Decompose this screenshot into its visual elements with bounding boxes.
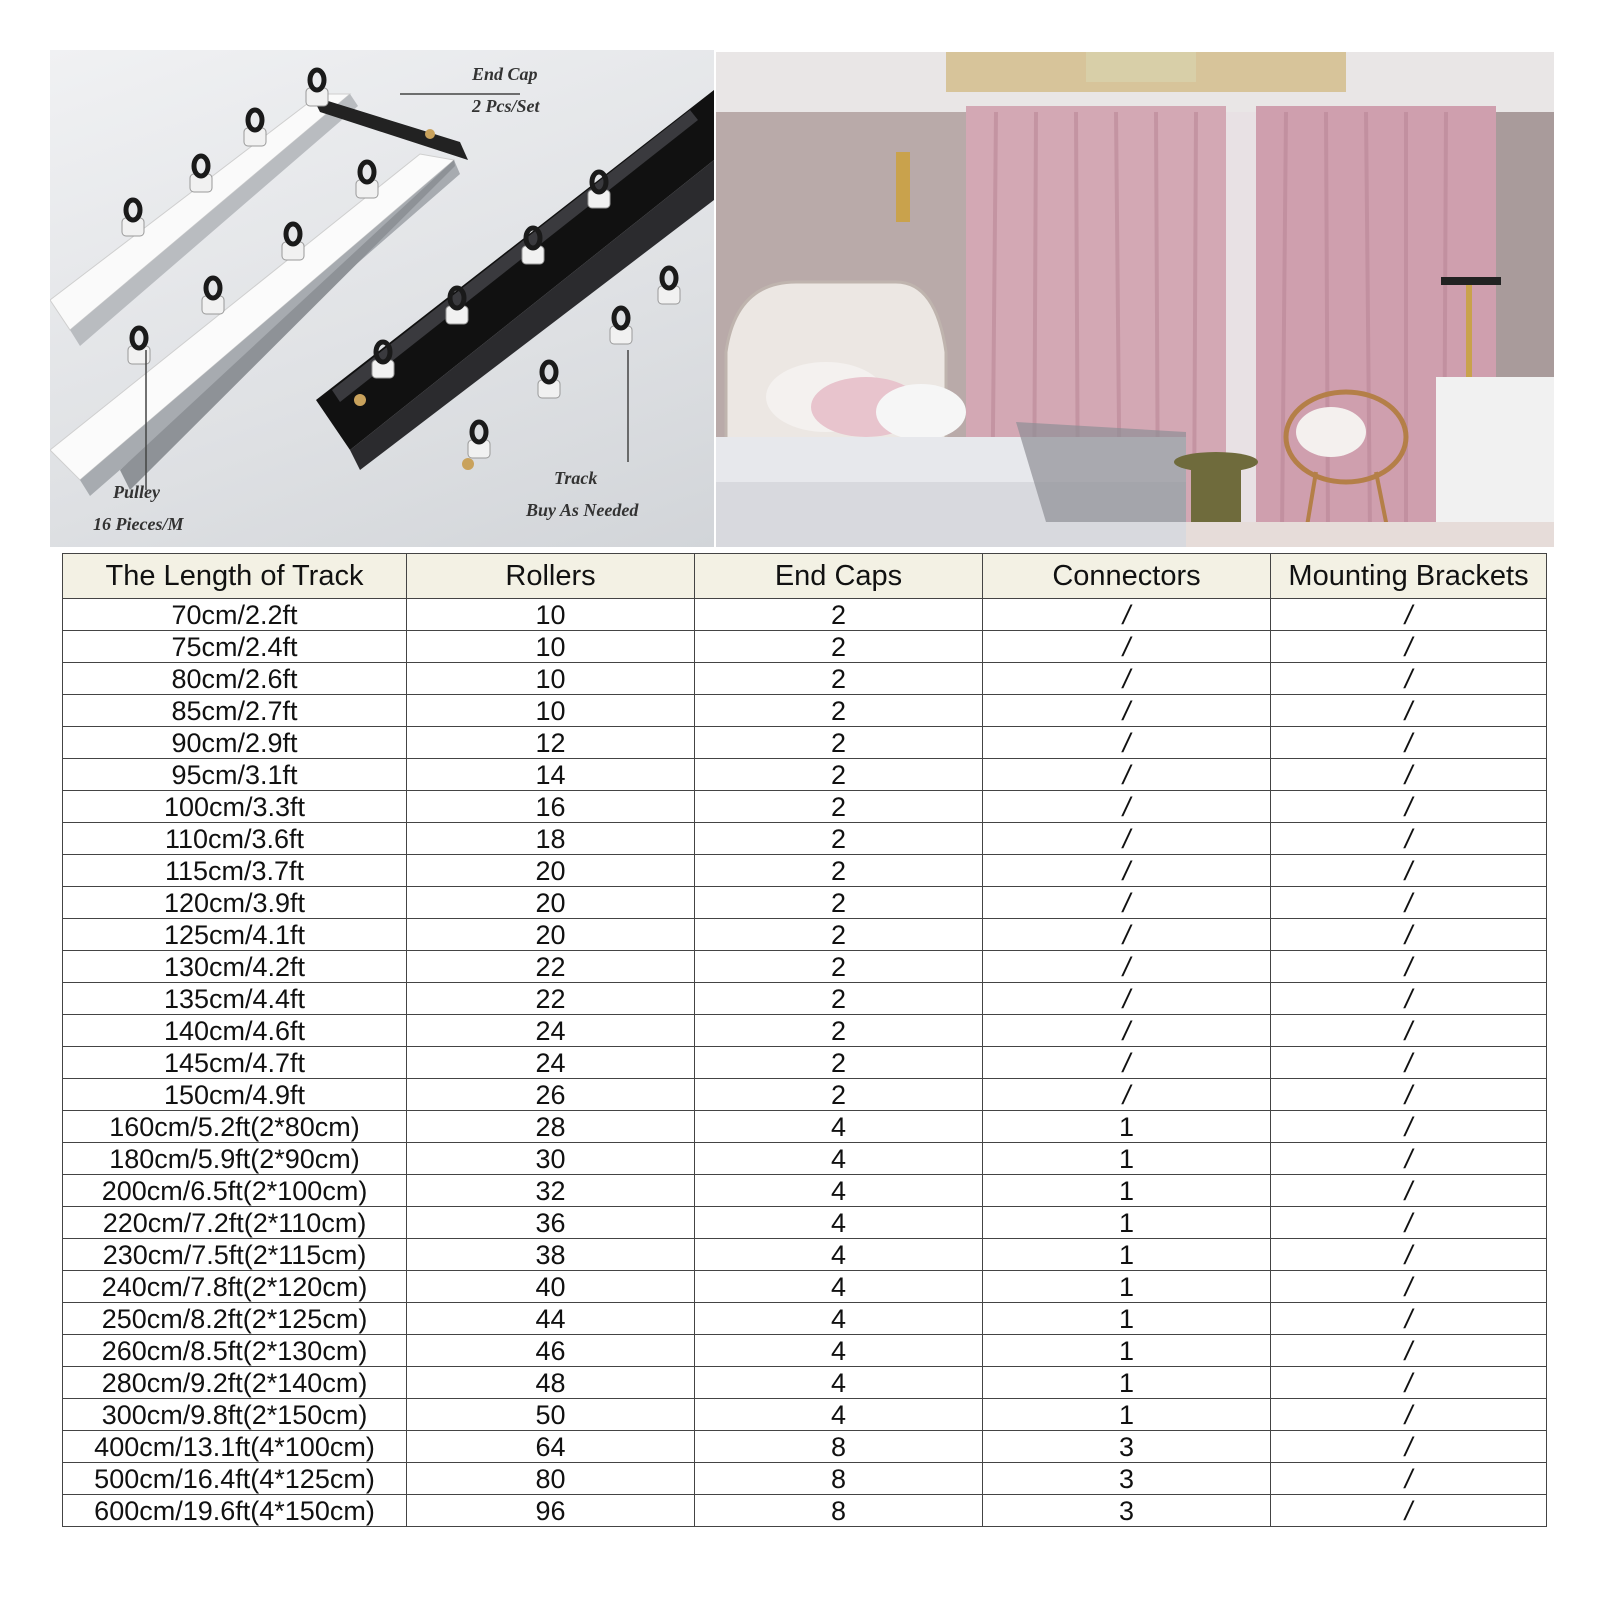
cell-connectors: 3 bbox=[983, 1463, 1271, 1495]
cell-end-caps: 2 bbox=[695, 1047, 983, 1079]
table-row bbox=[63, 1271, 1547, 1303]
cell-rollers: 50 bbox=[407, 1399, 695, 1431]
cell-rollers: 46 bbox=[407, 1335, 695, 1367]
table-row bbox=[63, 1239, 1547, 1271]
cell-connectors: 1 bbox=[983, 1239, 1271, 1271]
cell-connectors: / bbox=[983, 919, 1271, 951]
cell-mounting-brackets: / bbox=[1271, 951, 1547, 983]
cell-mounting-brackets: / bbox=[1271, 855, 1547, 887]
cell-rollers: 36 bbox=[407, 1207, 695, 1239]
table-row bbox=[63, 1399, 1547, 1431]
cell-mounting-brackets: / bbox=[1271, 1303, 1547, 1335]
cell-mounting-brackets: / bbox=[1271, 919, 1547, 951]
table-row bbox=[63, 1111, 1547, 1143]
table-row bbox=[63, 1079, 1547, 1111]
table-row bbox=[63, 759, 1547, 791]
cell-connectors: 1 bbox=[983, 1303, 1271, 1335]
cell-length: 500cm/16.4ft(4*125cm) bbox=[63, 1463, 407, 1495]
cell-mounting-brackets: / bbox=[1271, 1271, 1547, 1303]
cell-end-caps: 2 bbox=[695, 791, 983, 823]
cell-length: 240cm/7.8ft(2*120cm) bbox=[63, 1271, 407, 1303]
cell-rollers: 24 bbox=[407, 1047, 695, 1079]
cell-connectors: 1 bbox=[983, 1175, 1271, 1207]
table-row bbox=[63, 791, 1547, 823]
cell-connectors: / bbox=[983, 1015, 1271, 1047]
header-connectors: Connectors bbox=[983, 554, 1271, 599]
cell-length: 110cm/3.6ft bbox=[63, 823, 407, 855]
cell-end-caps: 2 bbox=[695, 727, 983, 759]
cell-rollers: 18 bbox=[407, 823, 695, 855]
cell-length: 180cm/5.9ft(2*90cm) bbox=[63, 1143, 407, 1175]
cell-connectors: / bbox=[983, 823, 1271, 855]
cell-mounting-brackets: / bbox=[1271, 695, 1547, 727]
cell-mounting-brackets: / bbox=[1271, 1143, 1547, 1175]
product-photo-tracks bbox=[50, 50, 714, 547]
cell-length: 230cm/7.5ft(2*115cm) bbox=[63, 1239, 407, 1271]
table-row bbox=[63, 887, 1547, 919]
cell-mounting-brackets: / bbox=[1271, 1111, 1547, 1143]
table-row bbox=[63, 1303, 1547, 1335]
cell-rollers: 20 bbox=[407, 887, 695, 919]
cell-connectors: 1 bbox=[983, 1143, 1271, 1175]
cell-length: 125cm/4.1ft bbox=[63, 919, 407, 951]
cell-end-caps: 2 bbox=[695, 823, 983, 855]
cell-rollers: 96 bbox=[407, 1495, 695, 1527]
track-label: Track bbox=[554, 468, 598, 488]
cell-length: 150cm/4.9ft bbox=[63, 1079, 407, 1111]
cell-end-caps: 4 bbox=[695, 1335, 983, 1367]
cell-mounting-brackets: / bbox=[1271, 1015, 1547, 1047]
cell-rollers: 20 bbox=[407, 855, 695, 887]
cell-end-caps: 8 bbox=[695, 1463, 983, 1495]
cell-mounting-brackets: / bbox=[1271, 1367, 1547, 1399]
cell-length: 280cm/9.2ft(2*140cm) bbox=[63, 1367, 407, 1399]
cell-rollers: 12 bbox=[407, 727, 695, 759]
cell-end-caps: 8 bbox=[695, 1495, 983, 1527]
cell-mounting-brackets: / bbox=[1271, 1335, 1547, 1367]
cell-end-caps: 2 bbox=[695, 631, 983, 663]
cell-length: 85cm/2.7ft bbox=[63, 695, 407, 727]
cell-mounting-brackets: / bbox=[1271, 1047, 1547, 1079]
cell-mounting-brackets: / bbox=[1271, 759, 1547, 791]
cell-connectors: / bbox=[983, 663, 1271, 695]
cell-connectors: / bbox=[983, 791, 1271, 823]
cell-length: 160cm/5.2ft(2*80cm) bbox=[63, 1111, 407, 1143]
table-row bbox=[63, 1431, 1547, 1463]
table-row bbox=[63, 1015, 1547, 1047]
cell-length: 90cm/2.9ft bbox=[63, 727, 407, 759]
cell-rollers: 14 bbox=[407, 759, 695, 791]
end-cap-label: End Cap bbox=[472, 64, 538, 84]
cell-end-caps: 2 bbox=[695, 1079, 983, 1111]
cell-length: 100cm/3.3ft bbox=[63, 791, 407, 823]
cell-connectors: / bbox=[983, 727, 1271, 759]
cell-end-caps: 4 bbox=[695, 1367, 983, 1399]
cell-rollers: 22 bbox=[407, 983, 695, 1015]
cell-rollers: 28 bbox=[407, 1111, 695, 1143]
cell-connectors: / bbox=[983, 695, 1271, 727]
cell-end-caps: 4 bbox=[695, 1175, 983, 1207]
cell-end-caps: 8 bbox=[695, 1431, 983, 1463]
cell-end-caps: 4 bbox=[695, 1111, 983, 1143]
cell-rollers: 24 bbox=[407, 1015, 695, 1047]
table-header-row bbox=[63, 554, 1547, 599]
cell-connectors: / bbox=[983, 599, 1271, 631]
table-row bbox=[63, 599, 1547, 631]
cell-length: 75cm/2.4ft bbox=[63, 631, 407, 663]
cell-length: 260cm/8.5ft(2*130cm) bbox=[63, 1335, 407, 1367]
cell-length: 400cm/13.1ft(4*100cm) bbox=[63, 1431, 407, 1463]
header-rollers: Rollers bbox=[407, 554, 695, 599]
table-row bbox=[63, 983, 1547, 1015]
cell-end-caps: 4 bbox=[695, 1143, 983, 1175]
cell-length: 70cm/2.2ft bbox=[63, 599, 407, 631]
cell-rollers: 10 bbox=[407, 631, 695, 663]
cell-mounting-brackets: / bbox=[1271, 727, 1547, 759]
cell-end-caps: 2 bbox=[695, 663, 983, 695]
cell-mounting-brackets: / bbox=[1271, 1399, 1547, 1431]
table-row bbox=[63, 1207, 1547, 1239]
cell-rollers: 64 bbox=[407, 1431, 695, 1463]
cell-length: 115cm/3.7ft bbox=[63, 855, 407, 887]
cell-length: 120cm/3.9ft bbox=[63, 887, 407, 919]
cell-end-caps: 2 bbox=[695, 759, 983, 791]
track-qty-label: Buy As Needed bbox=[526, 500, 639, 520]
cell-rollers: 10 bbox=[407, 695, 695, 727]
table-row bbox=[63, 695, 1547, 727]
header-track-length: The Length of Track bbox=[63, 554, 407, 599]
cell-end-caps: 2 bbox=[695, 983, 983, 1015]
cell-rollers: 38 bbox=[407, 1239, 695, 1271]
header-mounting-brackets: Mounting Brackets bbox=[1271, 554, 1547, 599]
cell-rollers: 32 bbox=[407, 1175, 695, 1207]
cell-connectors: / bbox=[983, 1079, 1271, 1111]
cell-rollers: 22 bbox=[407, 951, 695, 983]
cell-connectors: / bbox=[983, 1047, 1271, 1079]
cell-rollers: 40 bbox=[407, 1271, 695, 1303]
cell-end-caps: 2 bbox=[695, 855, 983, 887]
pulley-qty-label: 16 Pieces/M bbox=[93, 514, 184, 534]
cell-connectors: / bbox=[983, 631, 1271, 663]
cell-length: 600cm/19.6ft(4*150cm) bbox=[63, 1495, 407, 1527]
cell-end-caps: 2 bbox=[695, 599, 983, 631]
cell-connectors: / bbox=[983, 855, 1271, 887]
header-end-caps: End Caps bbox=[695, 554, 983, 599]
cell-end-caps: 2 bbox=[695, 1015, 983, 1047]
cell-rollers: 10 bbox=[407, 599, 695, 631]
table-row bbox=[63, 631, 1547, 663]
table-row bbox=[63, 1463, 1547, 1495]
table-row bbox=[63, 1175, 1547, 1207]
cell-connectors: / bbox=[983, 951, 1271, 983]
cell-mounting-brackets: / bbox=[1271, 1495, 1547, 1527]
cell-mounting-brackets: / bbox=[1271, 663, 1547, 695]
table-row bbox=[63, 1367, 1547, 1399]
cell-connectors: / bbox=[983, 759, 1271, 791]
cell-end-caps: 4 bbox=[695, 1303, 983, 1335]
table-row bbox=[63, 823, 1547, 855]
bedroom-scene bbox=[716, 52, 1554, 547]
cell-end-caps: 4 bbox=[695, 1271, 983, 1303]
cell-mounting-brackets: / bbox=[1271, 1207, 1547, 1239]
cell-mounting-brackets: / bbox=[1271, 887, 1547, 919]
cell-mounting-brackets: / bbox=[1271, 1079, 1547, 1111]
cell-rollers: 26 bbox=[407, 1079, 695, 1111]
cell-mounting-brackets: / bbox=[1271, 1239, 1547, 1271]
cell-length: 250cm/8.2ft(2*125cm) bbox=[63, 1303, 407, 1335]
cell-rollers: 20 bbox=[407, 919, 695, 951]
cell-mounting-brackets: / bbox=[1271, 1175, 1547, 1207]
cell-length: 140cm/4.6ft bbox=[63, 1015, 407, 1047]
cell-connectors: 3 bbox=[983, 1495, 1271, 1527]
cell-mounting-brackets: / bbox=[1271, 599, 1547, 631]
cell-rollers: 48 bbox=[407, 1367, 695, 1399]
table-row bbox=[63, 663, 1547, 695]
cell-length: 135cm/4.4ft bbox=[63, 983, 407, 1015]
cell-end-caps: 2 bbox=[695, 887, 983, 919]
cell-connectors: 1 bbox=[983, 1367, 1271, 1399]
cell-end-caps: 4 bbox=[695, 1207, 983, 1239]
track-illustration bbox=[50, 50, 714, 547]
cell-mounting-brackets: / bbox=[1271, 983, 1547, 1015]
cell-length: 80cm/2.6ft bbox=[63, 663, 407, 695]
cell-rollers: 44 bbox=[407, 1303, 695, 1335]
cell-connectors: 1 bbox=[983, 1271, 1271, 1303]
cell-end-caps: 2 bbox=[695, 695, 983, 727]
cell-end-caps: 2 bbox=[695, 919, 983, 951]
cell-connectors: / bbox=[983, 887, 1271, 919]
cell-length: 95cm/3.1ft bbox=[63, 759, 407, 791]
cell-mounting-brackets: / bbox=[1271, 631, 1547, 663]
cell-rollers: 10 bbox=[407, 663, 695, 695]
cell-end-caps: 4 bbox=[695, 1399, 983, 1431]
cell-connectors: 1 bbox=[983, 1399, 1271, 1431]
cell-length: 200cm/6.5ft(2*100cm) bbox=[63, 1175, 407, 1207]
cell-mounting-brackets: / bbox=[1271, 823, 1547, 855]
pulley-label: Pulley bbox=[113, 482, 160, 502]
cell-mounting-brackets: / bbox=[1271, 791, 1547, 823]
cell-length: 300cm/9.8ft(2*150cm) bbox=[63, 1399, 407, 1431]
table-row bbox=[63, 919, 1547, 951]
cell-rollers: 80 bbox=[407, 1463, 695, 1495]
cell-connectors: 1 bbox=[983, 1335, 1271, 1367]
end-cap-qty-label: 2 Pcs/Set bbox=[472, 96, 540, 116]
table-row bbox=[63, 951, 1547, 983]
cell-length: 145cm/4.7ft bbox=[63, 1047, 407, 1079]
table-row bbox=[63, 727, 1547, 759]
table-row bbox=[63, 855, 1547, 887]
cell-mounting-brackets: / bbox=[1271, 1431, 1547, 1463]
cell-length: 130cm/4.2ft bbox=[63, 951, 407, 983]
table-row bbox=[63, 1047, 1547, 1079]
cell-end-caps: 4 bbox=[695, 1239, 983, 1271]
bedroom-photo bbox=[716, 52, 1554, 547]
table-row bbox=[63, 1335, 1547, 1367]
cell-length: 220cm/7.2ft(2*110cm) bbox=[63, 1207, 407, 1239]
cell-connectors: / bbox=[983, 983, 1271, 1015]
table-row bbox=[63, 1495, 1547, 1527]
cell-connectors: 1 bbox=[983, 1207, 1271, 1239]
cell-rollers: 30 bbox=[407, 1143, 695, 1175]
cell-end-caps: 2 bbox=[695, 951, 983, 983]
cell-mounting-brackets: / bbox=[1271, 1463, 1547, 1495]
cell-rollers: 16 bbox=[407, 791, 695, 823]
table-row bbox=[63, 1143, 1547, 1175]
cell-connectors: 1 bbox=[983, 1111, 1271, 1143]
cell-connectors: 3 bbox=[983, 1431, 1271, 1463]
track-spec-table bbox=[62, 553, 1547, 1527]
